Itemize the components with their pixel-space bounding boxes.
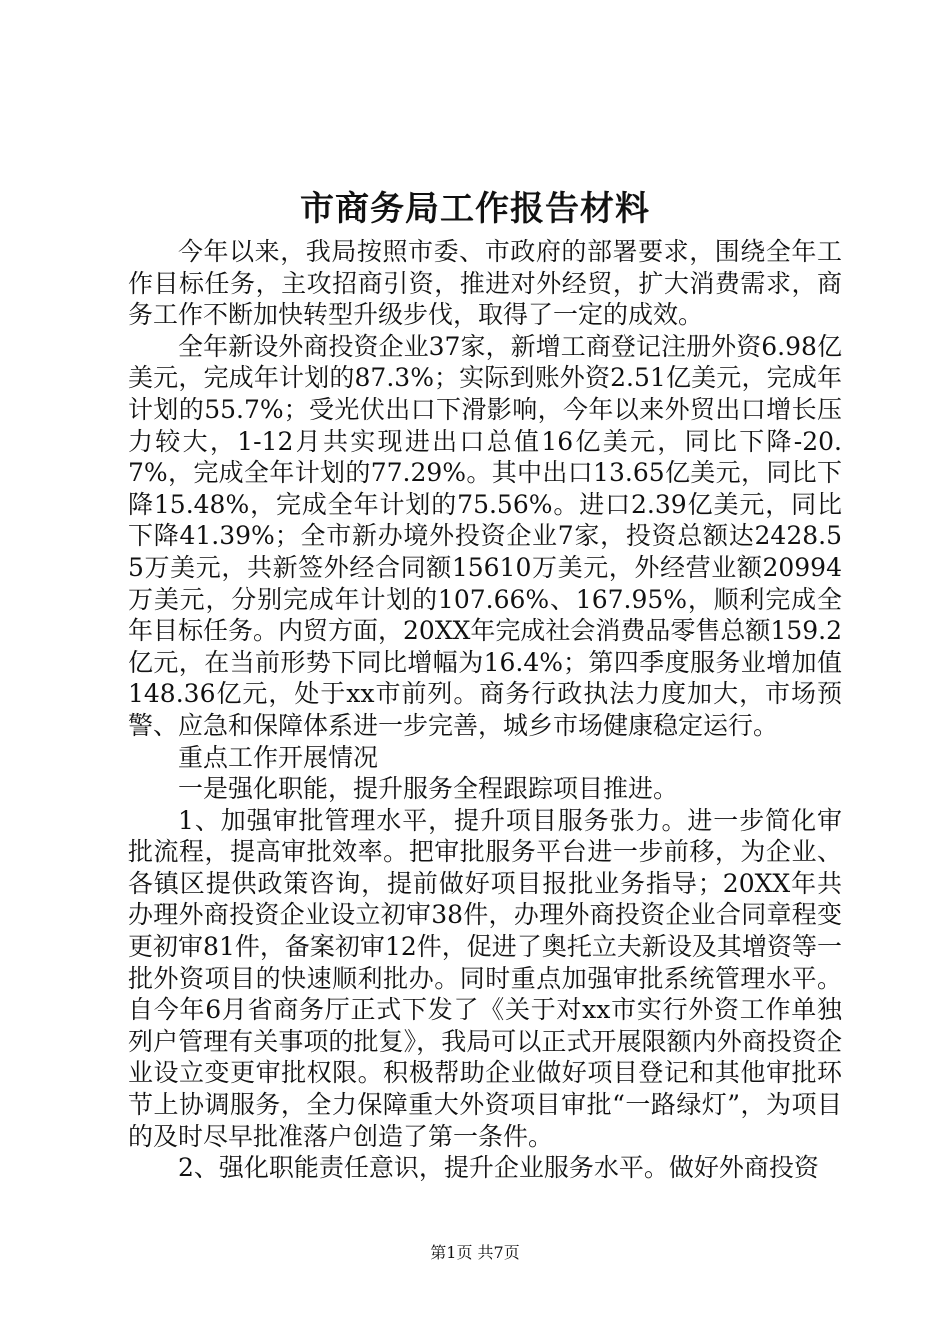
section-heading: 重点工作开展情况 bbox=[178, 742, 379, 772]
paragraph-statistics: 全年新设外商投资企业37家，新增工商登记注册外资6.98亿美元，完成年计划的87.3%；实际到账外资2.51亿美元，完成年计划的55.7%；受光伏出口下滑影响，今年以来外贸出口增长压力较大，1-12月共实现进出口总值16亿美元，同比下降-20.7%，完成全年计划的77.29%。其中出口13.65亿美元，同比下降15.48%，完成全年计划的75.56%。进口2.39亿美元，同比下降41.39%；全市新办境外投资企业7家，投资总额达2428.55万美元，共新签外经合同额15610万美元，外经营业额20994万美元，分别完成年计划的107.66%、167.95%，顺利完成全年目标任务。内贸方面，20XX年完成社会消费品零售总额159.2亿元，在当前形势下同比增幅为16.4%；第四季度服务业增加值148.36亿元，处于xx市前列。商务行政执法力度加大，市场预警、应急和保障体系进一步完善，城乡市场健康稳定运行。 bbox=[128, 331, 842, 740]
document-body bbox=[128, 236, 842, 1184]
paragraph-intro: 今年以来，我局按照市委、市政府的部署要求，围绕全年工作目标任务，主攻招商引资，推进对外经贸，扩大消费需求，商务工作不断加快转型升级步伐，取得了一定的成效。 bbox=[128, 237, 842, 330]
paragraph-item-1: 1、加强审批管理水平，提升项目服务张力。进一步简化审批流程，提高审批效率。把审批服务平台进一步前移，为企业、各镇区提供政策咨询，提前做好项目报批业务指导；20XX年共办理外商投资企业设立初审38件，办理外商投资企业合同章程变更初审81件，备案初审12件，促进了奥托立夫新设及其增资等一批外资项目的快速顺利批办。同时重点加强审批系统管理水平。自今年6月省商务厅正式下发了《关于对xx市实行外资工作单独列户管理有关事项的批复》，我局可以正式开展限额内外商投资企业设立变更审批权限。积极帮助企业做好项目登记和其他审批环节上协调服务，全力保障重大外资项目审批“一路绿灯”，为项目的及时尽早批准落户创造了第一条件。 bbox=[128, 805, 842, 1151]
document-title: 市商务局工作报告材料 bbox=[300, 189, 650, 229]
subsection-heading: 一是强化职能，提升服务全程跟踪项目推进。 bbox=[178, 774, 679, 804]
page-footer: 第1页 共7页 bbox=[430, 1243, 520, 1262]
paragraph-item-2: 2、强化职能责任意识，提升企业服务水平。做好外商投资 bbox=[178, 1153, 819, 1183]
